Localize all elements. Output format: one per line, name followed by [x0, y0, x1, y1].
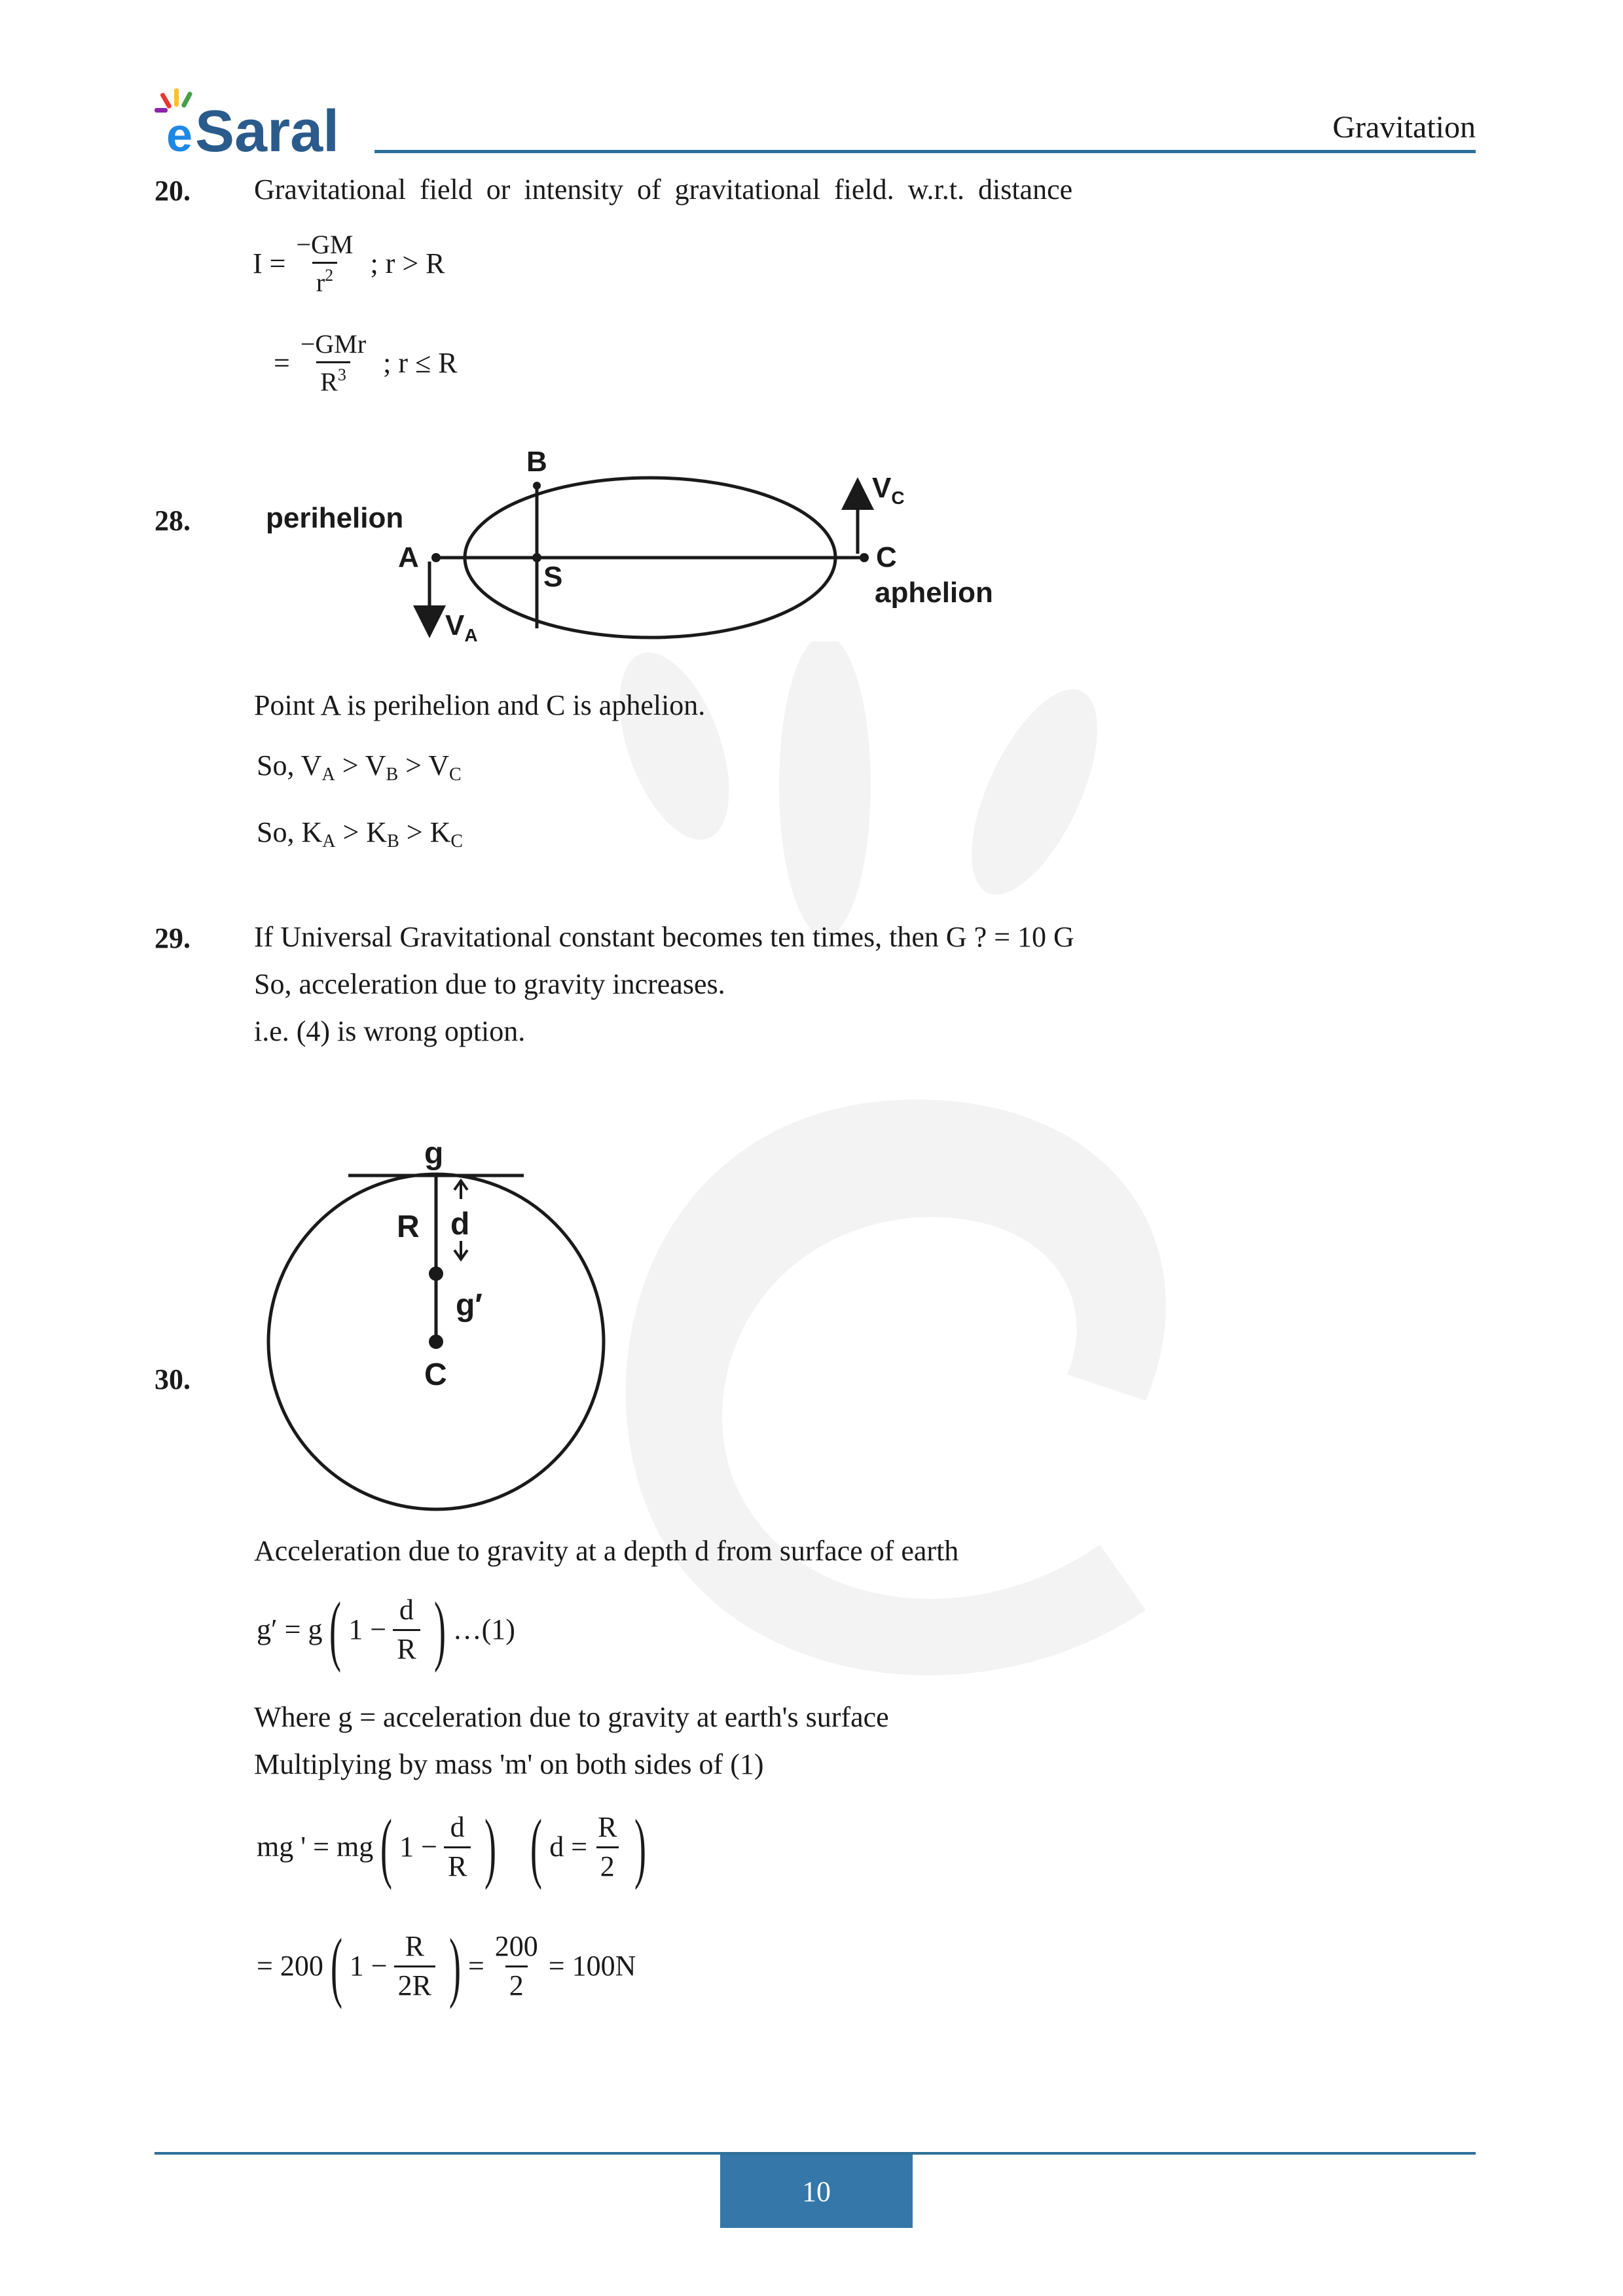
q30-eq1-fraction: $\frac{d}{R}$ [393, 1593, 420, 1667]
q30-eq2-lhs: mg ' = mg [257, 1830, 374, 1863]
earth-depth-diagram [255, 1126, 622, 1518]
paren-close: ) [634, 1803, 647, 1890]
orbit-diagram [255, 439, 1041, 661]
q30-number: 30. [155, 1363, 191, 1395]
q20-eq2-cond: ; r ≤ R [383, 346, 458, 379]
q30-eq3-eq: = [467, 1949, 484, 1982]
q30-eq3-lhs: = 200 [257, 1949, 323, 1982]
center-dot [429, 1335, 443, 1349]
page-number: 10 [802, 2175, 831, 2208]
paren-close: ) [448, 1922, 461, 2009]
q30-line1: Acceleration due to gravity at a depth d from surface of earth [254, 1535, 959, 1567]
chapter-title: Gravitation [1332, 110, 1476, 145]
q20-eq1-lhs: I = [253, 247, 286, 279]
q20-eq1-num: −GM [296, 230, 354, 259]
label-g: g [424, 1136, 444, 1171]
paren-open: ( [380, 1803, 393, 1890]
paren-close: ) [484, 1803, 497, 1890]
q30-eq2: mg ' = mg ( 1 − $\frac{d}{R}$ ) ( d = $\frac{R}{2}$ ) [257, 1803, 647, 1890]
q20-eq2-lhs: = [274, 346, 290, 379]
q20-eq1-den: $r^2$ [312, 262, 337, 298]
q29-line2: So, acceleration due to gravity increases. [254, 968, 725, 1000]
paren-open: ( [530, 1803, 543, 1890]
paren-open: ( [329, 1586, 342, 1673]
label-gprime: g′ [456, 1288, 483, 1323]
page-number-box [720, 2155, 913, 2228]
q29-number: 29. [155, 922, 191, 954]
q28-line1: Point A is perihelion and C is aphelion. [254, 689, 706, 721]
label-b: B [526, 446, 547, 478]
label-va: $V_A$ [445, 609, 478, 645]
q30-eq2-fraction: $\frac{d}{R}$ [444, 1810, 471, 1884]
q20-eq2 [274, 329, 458, 398]
paren-open: ( [330, 1922, 342, 2009]
paren-close: ) [433, 1586, 446, 1673]
q20-eq2-den: $R^3$ [316, 361, 350, 398]
q20-eq1 [253, 229, 445, 298]
logo-e: e [166, 109, 193, 160]
depth-point-dot [429, 1266, 443, 1281]
q30-eq3: = 200 ( 1 − $\frac{R}{2R}$ ) = $\frac{200}{2}$ = 100N [257, 1922, 636, 2009]
label-perihelion: perihelion [266, 502, 404, 534]
q29-line3: i.e. (4) is wrong option. [254, 1015, 526, 1047]
header [0, 0, 1623, 160]
point-c-dot [860, 553, 869, 562]
q30-eq3-fraction: $\frac{R}{2R}$ [394, 1929, 435, 2003]
q30-line3: Multiplying by mass 'm' on both sides of (1) [254, 1748, 764, 1780]
q30-eq3-result: = 100N [548, 1949, 636, 1982]
q30-eq1-lhs: g′ = g [257, 1613, 323, 1645]
q30-line2: Where g = acceleration due to gravity at earth's surface [254, 1701, 889, 1733]
q28-line2: So, $V_A > V_B > V_C$ [257, 749, 462, 785]
q28-line3: So, $K_A > K_B > K_C$ [257, 816, 464, 852]
q30-eq1 [257, 1586, 515, 1673]
q30-eq2-d: d = [549, 1830, 588, 1863]
label-aphelion: aphelion [875, 577, 993, 609]
q29-line1: If Universal Gravitational constant becomes ten times, then G ? = 10 G [254, 921, 1074, 953]
label-c: C [876, 541, 897, 573]
point-a-dot [431, 553, 441, 562]
label-d: d [450, 1207, 470, 1242]
q20-number: 20. [155, 175, 191, 207]
q20-eq2-num: −GMr [300, 329, 367, 359]
q20-eq1-cond: ; r > R [370, 247, 445, 279]
q30-eq3-fraction2: $\frac{200}{2}$ [491, 1929, 542, 2003]
label-a: A [398, 541, 419, 573]
label-s: S [543, 561, 563, 593]
q20-statement: Gravitational field or intensity of gravitational field. w.r.t. distance [254, 173, 1073, 206]
q30-eq1-one: 1 − [348, 1613, 387, 1645]
q20-eq2-fraction [297, 329, 370, 398]
q28-number: 28. [155, 505, 191, 537]
label-center: C [424, 1357, 447, 1392]
esaral-logo [155, 88, 390, 160]
label-r: R [397, 1210, 420, 1244]
q20-eq1-fraction [292, 229, 357, 298]
logo-saral: Saral [195, 99, 340, 160]
point-s-dot [532, 553, 541, 562]
header-rule [374, 150, 1476, 153]
point-b-dot [533, 482, 541, 490]
q30-eq2-dfraction: $\frac{R}{2}$ [594, 1810, 621, 1884]
label-vc: $V_C$ [872, 472, 905, 508]
q30-eq1-tag: …(1) [452, 1613, 515, 1645]
